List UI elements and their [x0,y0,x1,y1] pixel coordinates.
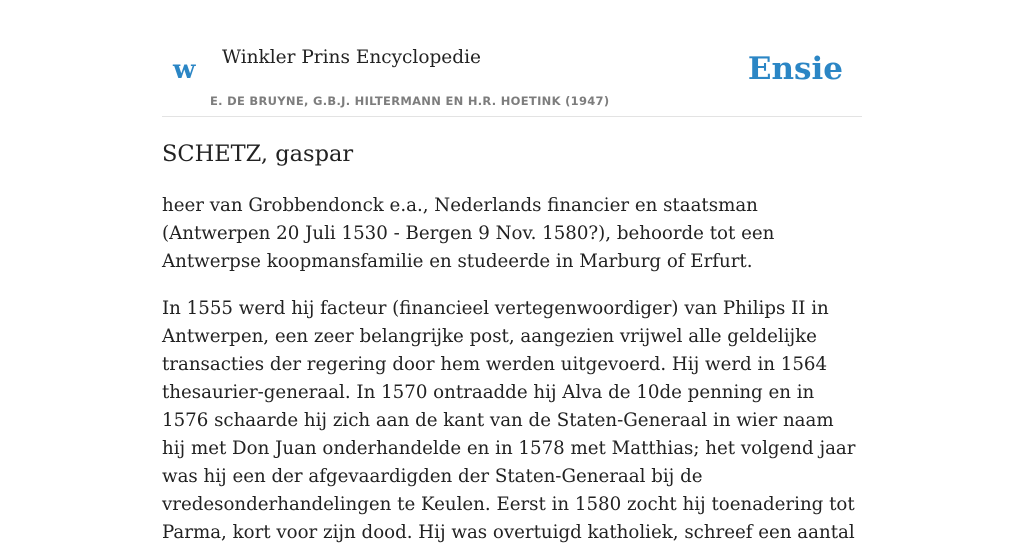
ensie-logo-link[interactable]: Ensie [747,51,843,87]
article-paragraph: In 1555 werd hij facteur (financieel vertegenwoordiger) van Philips II in Antwerpen, een zeer belangrijke post, aangezien vrijwel alle geldelijke transacties der regering door hem werden uitgevoerd. Hij werd in 1564 thesaurier-generaal. In 1570 ontraadde hij Alva de 10de penning en in 1576 schaarde hij zich aan de kant van de Staten-Generaal in wier naam hij met Don Juan onderhandelde en in 1578 met Matthias; het volgend jaar was hij een der afgevaardigden der Staten-Generaal bij de vredesonderhandelingen te Keulen. Eerst in 1580 zocht hij toenadering tot Parma, kort voor zijn dood. Hij was overtuigd katholiek, schreef een aantal [162,298,856,543]
entry-title: SCHETZ, gaspar [162,141,354,167]
book-logo-icon[interactable]: w [173,55,196,85]
site-header [162,0,862,117]
article-paragraph: heer van Grobbendonck e.a., Nederlands financier en staatsman (Antwerpen 20 Juli 1530 - Bergen 9 Nov. 1580?), behoorde tot een Antwerpse koopmansfamilie en studeerde in Marburg of Erfurt. [162,195,775,272]
article [162,134,862,547]
book-title-link[interactable]: Winkler Prins Encyclopedie [222,47,481,68]
book-authors: E. DE BRUYNE, G.B.J. HILTERMANN EN H.R. HOETINK (1947) [210,94,610,108]
